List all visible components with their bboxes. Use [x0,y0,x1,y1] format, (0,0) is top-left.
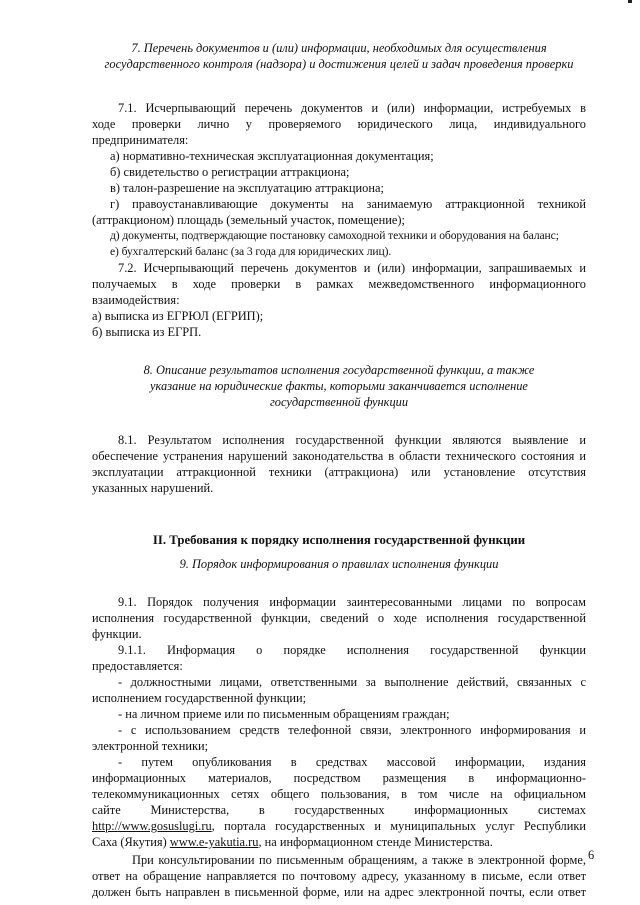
list-item: б) свидетельство о регистрации аттракциона; [110,165,350,179]
list-item: б) выписка из ЕГРП. [92,325,202,339]
list-9-1-1: - должностными лицами, ответственными за выполнение действий, связанных с исполнением государственной функции; - на личном приеме или по письменным обращениям граждан; - с использованием средств телефонной связи, электронного информирования и электронной техники; - путем опубликования в средствах массовой информации, издания информационных материалов, посредством размещения в информационно- телекоммуникационных сетях общего пользования, в том числе на официальном сайте Министерства, в государственных информационных системах http://www.gosuslugi.ru, портала государственных и муниципальных услуг Республики Саха (Якутия) www.e-yakutia.ru, на информационном стенде Министерства. [92,675,586,849]
list-item: - должностными лицами, ответственными за выполнение действий, связанных с [118,675,586,689]
list-item: г) правоустанавливающие документы на занимаемую аттракционной техникой [110,197,586,211]
heading-8: 8. Описание результатов исполнения государственной функции, а также указание на юридические факты, которыми заканчивается исполнение государственной функции [143,363,535,409]
paragraph-9-1-1: 9.1.1. Информация о порядке исполнения государственной функции предоставляется: [92,643,586,673]
heading-9: 9. Порядок информирования о правилах исполнения функции [179,557,499,571]
list-item: - на личном приеме или по письменным обращениям граждан; [118,707,450,721]
gosuslugi-link[interactable]: http://www.gosuslugi.ru [92,819,212,833]
list-item: а) выписка из ЕГРЮЛ (ЕГРИП); [92,309,264,323]
list-item: в) талон-разрешение на эксплуатацию аттракциона; [110,181,384,195]
list-item: - с использованием средств телефонной связи, электронного информирования и [118,723,586,737]
paragraph-7-1: 7.1. Исчерпывающий перечень документов и (или) информации, истребуемых в ходе проверки лично у проверяемого юридического лица, индивидуального предпринимателя: [92,101,586,147]
heading-7: 7. Перечень документов и (или) информации, необходимых для осуществления государственного контроля (надзора) и достижения целей и задач проведения проверки [104,41,574,71]
paragraph-consulting: При консультировании по письменным обращениям, а также в электронной форме, ответ на обращение направляется по почтовому адресу, указанному в письме, если ответ должен быть направлен в письменной форме, или на адрес электронной почты, если ответ [92,853,586,899]
list-item: д) документы, подтверждающие постановку самоходной техники и оборудования на баланс; [110,229,559,242]
paragraph-8-1: 8.1. Результатом исполнения государственной функции являются выявление и обеспечение устранения нарушений законодательства в области технического состояния и эксплуатации аттракционной техники (аттракциона) или установление отсутствия указанных нарушений. [92,433,586,495]
list-item: е) бухгалтерский баланс (за 3 года для юридических лиц). [110,245,392,258]
page-number: 6 [588,848,595,862]
list-item: (аттракционом) площадь (земельный участок, помещение); [92,213,405,227]
paragraph-7-2: 7.2. Исчерпывающий перечень документов и (или) информации, запрашиваемых и получаемых в ходе проверки в рамках межведомственного информационного взаимодействия: а) выписка из ЕГРЮЛ (ЕГРИП); б) выписка из ЕГРП. [92,261,586,339]
list-item: - путем опубликования в средствах массовой информации, издания [118,755,586,769]
section-2-title: II. Требования к порядку исполнения государственной функции [152,533,526,547]
paragraph-9-1: 9.1. Порядок получения информации заинтересованными лицами по вопросам исполнения государственной функции, сведений о ходе исполнения государственной функции. [92,595,586,641]
scan-top-mark [0,0,640,3]
document-page [92,40,586,900]
e-yakutia-link[interactable]: www.e-yakutia.ru [169,835,259,849]
list-7-1 [92,148,586,260]
list-item: а) нормативно-техническая эксплуатационная документация; [110,149,434,163]
